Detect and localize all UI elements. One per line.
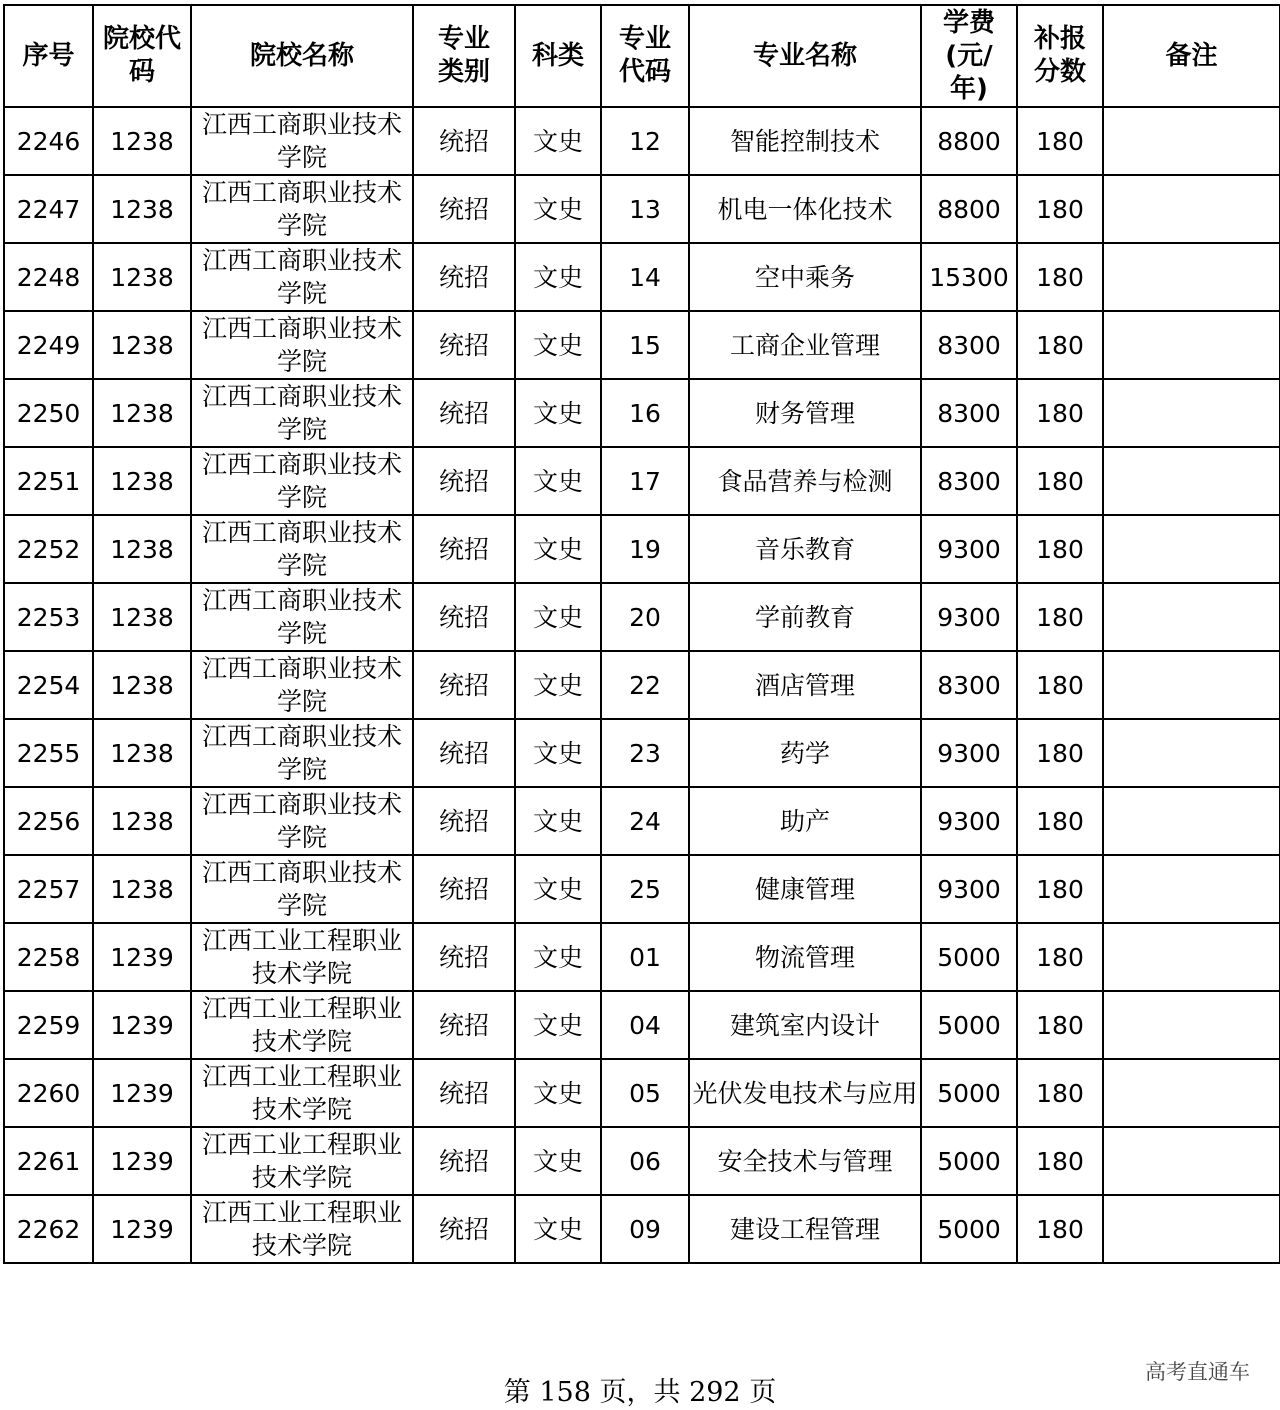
header-major-name: 专业名称	[689, 5, 921, 107]
cell-major-code: 04	[601, 991, 689, 1059]
header-tuition-label: 学费(元/年)	[942, 7, 995, 104]
cell-major-code: 22	[601, 651, 689, 719]
cell-school-name: 江西工商职业技术学院	[191, 175, 413, 243]
table-row	[4, 1059, 1280, 1127]
cell-subject: 文史	[515, 855, 601, 923]
cell-school-code: 1238	[93, 651, 191, 719]
table-row	[4, 107, 1280, 175]
cell-major-name: 药学	[689, 719, 921, 787]
cell-seq: 2250	[4, 379, 93, 447]
header-seq: 序号	[4, 5, 93, 107]
cell-tuition: 9300	[921, 787, 1017, 855]
cell-major-type: 统招	[413, 175, 515, 243]
cell-school-name: 江西工商职业技术学院	[191, 855, 413, 923]
cell-subject: 文史	[515, 311, 601, 379]
cell-subject: 文史	[515, 1059, 601, 1127]
cell-tuition: 8800	[921, 175, 1017, 243]
header-major-code-label: 专业代码	[618, 24, 671, 87]
cell-tuition: 8300	[921, 447, 1017, 515]
cell-major-code: 23	[601, 719, 689, 787]
cell-school-code: 1238	[93, 447, 191, 515]
cell-score: 180	[1017, 107, 1103, 175]
cell-school-code: 1238	[93, 787, 191, 855]
cell-major-name: 建筑室内设计	[689, 991, 921, 1059]
cell-school-name: 江西工商职业技术学院	[191, 651, 413, 719]
header-major-code	[601, 5, 689, 107]
cell-remark	[1103, 787, 1280, 855]
cell-tuition: 5000	[921, 1127, 1017, 1195]
cell-remark	[1103, 107, 1280, 175]
cell-school-code: 1238	[93, 719, 191, 787]
cell-school-name: 江西工商职业技术学院	[191, 107, 413, 175]
header-major-type	[413, 5, 515, 107]
header-major-type-label: 专业类别	[437, 24, 490, 87]
cell-school-name: 江西工业工程职业技术学院	[191, 991, 413, 1059]
cell-major-type: 统招	[413, 1059, 515, 1127]
cell-major-name: 机电一体化技术	[689, 175, 921, 243]
cell-remark	[1103, 583, 1280, 651]
cell-major-name: 工商企业管理	[689, 311, 921, 379]
cell-tuition: 5000	[921, 1059, 1017, 1127]
cell-seq: 2260	[4, 1059, 93, 1127]
cell-seq: 2248	[4, 243, 93, 311]
cell-seq: 2246	[4, 107, 93, 175]
cell-major-name: 音乐教育	[689, 515, 921, 583]
cell-school-code: 1238	[93, 583, 191, 651]
cell-major-code: 16	[601, 379, 689, 447]
cell-subject: 文史	[515, 923, 601, 991]
cell-school-code: 1238	[93, 107, 191, 175]
cell-subject: 文史	[515, 787, 601, 855]
table-row	[4, 447, 1280, 515]
header-tuition	[921, 5, 1017, 107]
cell-major-type: 统招	[413, 311, 515, 379]
cell-remark	[1103, 1059, 1280, 1127]
cell-school-code: 1238	[93, 175, 191, 243]
cell-subject: 文史	[515, 107, 601, 175]
cell-major-code: 12	[601, 107, 689, 175]
cell-subject: 文史	[515, 379, 601, 447]
cell-score: 180	[1017, 991, 1103, 1059]
cell-tuition: 8800	[921, 107, 1017, 175]
cell-score: 180	[1017, 447, 1103, 515]
cell-major-code: 19	[601, 515, 689, 583]
cell-school-name: 江西工商职业技术学院	[191, 719, 413, 787]
cell-major-code: 09	[601, 1195, 689, 1263]
cell-major-type: 统招	[413, 107, 515, 175]
cell-tuition: 5000	[921, 923, 1017, 991]
cell-remark	[1103, 1127, 1280, 1195]
cell-seq: 2253	[4, 583, 93, 651]
cell-subject: 文史	[515, 991, 601, 1059]
cell-seq: 2261	[4, 1127, 93, 1195]
cell-remark	[1103, 311, 1280, 379]
cell-tuition: 8300	[921, 651, 1017, 719]
cell-score: 180	[1017, 787, 1103, 855]
cell-major-code: 24	[601, 787, 689, 855]
table-row	[4, 583, 1280, 651]
cell-seq: 2255	[4, 719, 93, 787]
cell-school-name: 江西工商职业技术学院	[191, 243, 413, 311]
cell-subject: 文史	[515, 1195, 601, 1263]
cell-remark	[1103, 379, 1280, 447]
cell-subject: 文史	[515, 175, 601, 243]
cell-remark	[1103, 923, 1280, 991]
cell-tuition: 9300	[921, 515, 1017, 583]
cell-major-code: 25	[601, 855, 689, 923]
cell-subject: 文史	[515, 583, 601, 651]
cell-seq: 2252	[4, 515, 93, 583]
cell-major-code: 17	[601, 447, 689, 515]
header-subject: 科类	[515, 5, 601, 107]
cell-tuition: 8300	[921, 379, 1017, 447]
cell-score: 180	[1017, 1195, 1103, 1263]
table-row	[4, 855, 1280, 923]
cell-school-name: 江西工商职业技术学院	[191, 311, 413, 379]
cell-school-name: 江西工业工程职业技术学院	[191, 1127, 413, 1195]
cell-school-name: 江西工商职业技术学院	[191, 447, 413, 515]
cell-school-code: 1239	[93, 991, 191, 1059]
header-school-name: 院校名称	[191, 5, 413, 107]
header-score	[1017, 5, 1103, 107]
table-row	[4, 991, 1280, 1059]
cell-major-type: 统招	[413, 1195, 515, 1263]
cell-major-name: 助产	[689, 787, 921, 855]
cell-seq: 2258	[4, 923, 93, 991]
cell-major-type: 统招	[413, 991, 515, 1059]
cell-tuition: 8300	[921, 311, 1017, 379]
cell-remark	[1103, 447, 1280, 515]
cell-major-name: 安全技术与管理	[689, 1127, 921, 1195]
cell-school-name: 江西工业工程职业技术学院	[191, 1195, 413, 1263]
cell-school-code: 1239	[93, 1195, 191, 1263]
cell-school-name: 江西工商职业技术学院	[191, 787, 413, 855]
header-remark: 备注	[1103, 5, 1280, 107]
cell-score: 180	[1017, 923, 1103, 991]
cell-tuition: 9300	[921, 855, 1017, 923]
cell-major-code: 13	[601, 175, 689, 243]
cell-score: 180	[1017, 583, 1103, 651]
cell-score: 180	[1017, 855, 1103, 923]
cell-major-name: 学前教育	[689, 583, 921, 651]
cell-school-code: 1238	[93, 243, 191, 311]
cell-remark	[1103, 855, 1280, 923]
cell-remark	[1103, 243, 1280, 311]
table-row	[4, 651, 1280, 719]
cell-major-type: 统招	[413, 651, 515, 719]
cell-remark	[1103, 1195, 1280, 1263]
cell-major-name: 空中乘务	[689, 243, 921, 311]
cell-school-name: 江西工业工程职业技术学院	[191, 1059, 413, 1127]
table-row	[4, 923, 1280, 991]
cell-major-name: 智能控制技术	[689, 107, 921, 175]
cell-score: 180	[1017, 515, 1103, 583]
cell-major-name: 物流管理	[689, 923, 921, 991]
table-row	[4, 379, 1280, 447]
table-row	[4, 787, 1280, 855]
cell-major-code: 15	[601, 311, 689, 379]
cell-remark	[1103, 175, 1280, 243]
cell-score: 180	[1017, 1127, 1103, 1195]
table-row	[4, 311, 1280, 379]
table-row	[4, 1195, 1280, 1263]
cell-score: 180	[1017, 311, 1103, 379]
cell-seq: 2254	[4, 651, 93, 719]
cell-tuition: 5000	[921, 991, 1017, 1059]
cell-subject: 文史	[515, 447, 601, 515]
cell-major-type: 统招	[413, 379, 515, 447]
cell-subject: 文史	[515, 719, 601, 787]
cell-seq: 2247	[4, 175, 93, 243]
cell-subject: 文史	[515, 651, 601, 719]
cell-major-name: 健康管理	[689, 855, 921, 923]
table-row	[4, 243, 1280, 311]
cell-score: 180	[1017, 175, 1103, 243]
cell-tuition: 9300	[921, 583, 1017, 651]
cell-major-name: 财务管理	[689, 379, 921, 447]
cell-major-type: 统招	[413, 1127, 515, 1195]
cell-seq: 2259	[4, 991, 93, 1059]
cell-tuition: 9300	[921, 719, 1017, 787]
cell-major-type: 统招	[413, 719, 515, 787]
cell-school-code: 1238	[93, 379, 191, 447]
cell-school-code: 1239	[93, 1127, 191, 1195]
cell-seq: 2251	[4, 447, 93, 515]
cell-major-code: 01	[601, 923, 689, 991]
cell-tuition: 15300	[921, 243, 1017, 311]
cell-major-type: 统招	[413, 583, 515, 651]
cell-seq: 2249	[4, 311, 93, 379]
header-row	[4, 5, 1280, 107]
cell-remark	[1103, 991, 1280, 1059]
cell-school-name: 江西工商职业技术学院	[191, 379, 413, 447]
cell-major-type: 统招	[413, 243, 515, 311]
cell-seq: 2256	[4, 787, 93, 855]
cell-major-name: 光伏发电技术与应用	[689, 1059, 921, 1127]
cell-major-code: 14	[601, 243, 689, 311]
table-row	[4, 1127, 1280, 1195]
cell-major-type: 统招	[413, 787, 515, 855]
table-row	[4, 719, 1280, 787]
cell-subject: 文史	[515, 243, 601, 311]
cell-score: 180	[1017, 1059, 1103, 1127]
cell-school-code: 1238	[93, 515, 191, 583]
cell-remark	[1103, 719, 1280, 787]
cell-score: 180	[1017, 379, 1103, 447]
cell-remark	[1103, 515, 1280, 583]
watermark: 高考直通车	[1145, 1360, 1250, 1384]
cell-major-code: 05	[601, 1059, 689, 1127]
header-score-label: 补报分数	[1033, 24, 1086, 87]
table-row	[4, 515, 1280, 583]
header-school-code-label: 院校代码	[102, 24, 181, 87]
cell-score: 180	[1017, 719, 1103, 787]
cell-school-code: 1239	[93, 923, 191, 991]
cell-seq: 2257	[4, 855, 93, 923]
cell-seq: 2262	[4, 1195, 93, 1263]
cell-subject: 文史	[515, 515, 601, 583]
cell-school-code: 1238	[93, 855, 191, 923]
cell-major-type: 统招	[413, 855, 515, 923]
cell-subject: 文史	[515, 1127, 601, 1195]
cell-tuition: 5000	[921, 1195, 1017, 1263]
cell-major-type: 统招	[413, 447, 515, 515]
header-school-code	[93, 5, 191, 107]
cell-school-name: 江西工业工程职业技术学院	[191, 923, 413, 991]
cell-score: 180	[1017, 243, 1103, 311]
table-row	[4, 175, 1280, 243]
cell-major-type: 统招	[413, 923, 515, 991]
cell-school-code: 1238	[93, 311, 191, 379]
cell-school-code: 1239	[93, 1059, 191, 1127]
cell-major-code: 06	[601, 1127, 689, 1195]
cell-remark	[1103, 651, 1280, 719]
cell-major-name: 建设工程管理	[689, 1195, 921, 1263]
cell-school-name: 江西工商职业技术学院	[191, 515, 413, 583]
cell-school-name: 江西工商职业技术学院	[191, 583, 413, 651]
cell-major-name: 食品营养与检测	[689, 447, 921, 515]
cell-major-type: 统招	[413, 515, 515, 583]
cell-major-code: 20	[601, 583, 689, 651]
cell-major-name: 酒店管理	[689, 651, 921, 719]
cell-score: 180	[1017, 651, 1103, 719]
page-footer: 第 158 页，共 292 页	[503, 1377, 777, 1408]
admissions-table	[3, 4, 1280, 1264]
